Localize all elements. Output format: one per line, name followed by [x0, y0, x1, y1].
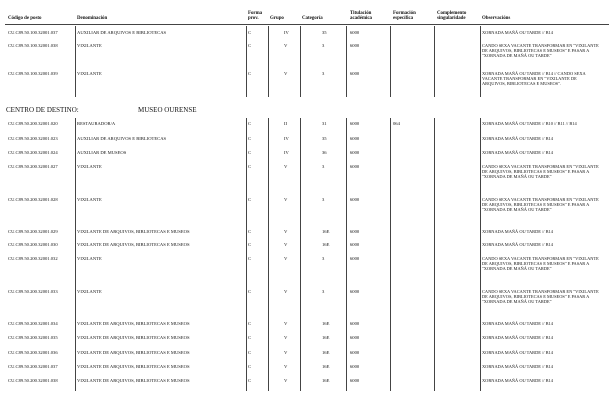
position-name: VIXILANTE DE ARQUIVOS, BIBLIOTECAS E MUSEOS: [77, 242, 190, 247]
position-titulacion: 6000: [350, 364, 360, 369]
position-observacions: CANDO SEXA VACANTE TRANSFORMAR EN "VIXILANTE DE ARQUIVOS, BIBLIOTECAS E MUSEOS" E PASAR A "XORNADA DE MAÑÁ OU TARDE": [482, 43, 599, 59]
section2-column-divider: [75, 118, 76, 391]
header-codigo: Código de posto: [8, 16, 42, 21]
header-categoria: Categoría: [302, 16, 323, 21]
position-forma: C: [248, 378, 252, 383]
position-forma: C: [248, 289, 252, 294]
section1-column-divider: [434, 26, 435, 97]
position-forma: C: [248, 256, 252, 261]
position-grupo: V: [284, 71, 288, 76]
position-name: RESTAURADOR/A: [77, 121, 116, 126]
position-categoria: 16E: [322, 364, 330, 369]
position-observacions: XORNADA MAÑÁ OU TARDE // B14: [482, 350, 553, 355]
position-observacions: XORNADA MAÑÁ OU TARDE // B14: [482, 335, 553, 340]
position-name: AUXILIAR DE ARQUIVOS E BIBLIOTECAS: [77, 136, 167, 141]
position-code: CU.C89.50.100.32001.039: [8, 71, 58, 76]
position-name: VIXILANTE DE ARQUIVOS, BIBLIOTECAS E MUSEOS: [77, 364, 190, 369]
header-forma-line2: prov.: [248, 16, 259, 21]
position-code: CU.C89.50.200.32001.029: [8, 229, 58, 234]
position-forma: C: [248, 136, 252, 141]
position-name: VIXILANTE: [77, 197, 102, 202]
position-categoria: 3: [322, 256, 325, 261]
position-observacions: XORNADA MAÑÁ OU TARDE // B14: [482, 30, 553, 35]
position-titulacion: 6000: [350, 289, 360, 294]
position-name: VIXILANTE DE ARQUIVOS, BIBLIOTECAS E MUSEOS: [77, 321, 190, 326]
position-categoria: 36: [322, 150, 327, 155]
position-observacions: XORNADA MAÑÁ OU TARDE // B14: [482, 364, 553, 369]
header-formacion-line1: Formación: [393, 11, 416, 16]
position-forma: C: [248, 350, 252, 355]
position-code: CU.C89.50.200.32001.027: [8, 164, 58, 169]
position-categoria: 3: [322, 71, 325, 76]
position-code: CU.C89.50.200.32001.023: [8, 136, 58, 141]
position-grupo: V: [284, 256, 288, 261]
header-denominacion: Denominación: [77, 16, 108, 21]
section2-column-divider: [268, 118, 269, 391]
position-name: VIXILANTE: [77, 43, 102, 48]
section1-column-divider: [480, 26, 481, 97]
header-complemento-line2: singularidade: [437, 16, 466, 21]
position-titulacion: 6000: [350, 350, 360, 355]
position-categoria: 3: [322, 197, 325, 202]
position-code: CU.C89.50.200.32001.024: [8, 150, 58, 155]
header-rule: [5, 24, 609, 25]
position-observacions: XORNADA MAÑÁ OU TARDE // B14: [482, 150, 553, 155]
position-code: CU.C89.50.200.32001.020: [8, 121, 58, 126]
header-titulacion-line1: Titulación: [350, 11, 372, 16]
position-grupo: V: [284, 335, 288, 340]
position-grupo: IV: [284, 136, 289, 141]
position-code: CU.C89.50.200.32001.036: [8, 350, 58, 355]
header-titulacion-line2: académica: [350, 16, 373, 21]
position-name: VIXILANTE DE ARQUIVOS, BIBLIOTECAS E MUSEOS: [77, 229, 190, 234]
position-observacions: XORNADA MAÑÁ OU TARDE // B10 // B11 // B14: [482, 121, 577, 126]
position-observacions: CANDO SEXA VACANTE TRANSFORMAR EN "VIXILANTE DE ARQUIVOS, BIBLIOTECAS E MUSEOS" E PASAR A "XORNADA DE MAÑÁ OU TARDE": [482, 197, 599, 213]
section2-column-divider: [246, 118, 247, 391]
position-forma: C: [248, 121, 252, 126]
position-titulacion: 6000: [350, 242, 360, 247]
section2-column-divider: [480, 118, 481, 391]
position-code: CU.C89.50.200.32001.032: [8, 256, 58, 261]
position-observacions: XORNADA MAÑÁ OU TARDE // B14: [482, 229, 553, 234]
section2-column-divider: [434, 118, 435, 391]
position-forma: C: [248, 229, 252, 234]
section2-column-divider: [300, 118, 301, 391]
position-forma: C: [248, 197, 252, 202]
position-categoria: 16E: [322, 378, 330, 383]
position-titulacion: 6000: [350, 164, 360, 169]
position-name: VIXILANTE: [77, 71, 102, 76]
position-titulacion: 6000: [350, 150, 360, 155]
position-titulacion: 6000: [350, 197, 360, 202]
position-titulacion: 6000: [350, 136, 360, 141]
position-grupo: V: [284, 289, 288, 294]
position-code: CU.C89.50.200.32001.038: [8, 378, 58, 383]
header-forma-line1: Forma: [248, 11, 263, 16]
position-titulacion: 6000: [350, 229, 360, 234]
position-categoria: 16E: [322, 229, 330, 234]
section-label: CENTRO DE DESTINO:: [6, 106, 79, 114]
position-titulacion: 6000: [350, 256, 360, 261]
position-forma: C: [248, 71, 252, 76]
position-code: CU.C89.50.200.32001.033: [8, 289, 58, 294]
position-grupo: IV: [284, 150, 289, 155]
position-categoria: 3: [322, 289, 325, 294]
position-categoria: 3: [322, 164, 325, 169]
position-titulacion: 6000: [350, 43, 360, 48]
position-forma: C: [248, 30, 252, 35]
position-forma: C: [248, 335, 252, 340]
position-categoria: 16E: [322, 350, 330, 355]
position-categoria: 16E: [322, 242, 330, 247]
position-grupo: V: [284, 242, 288, 247]
position-grupo: V: [284, 321, 288, 326]
position-observacions: CANDO SEXA VACANTE TRANSFORMAR EN "VIXILANTE DE ARQUIVOS, BIBLIOTECAS E MUSEOS" E PASAR A "XORNADA DE MAÑÁ OU TARDE": [482, 289, 599, 305]
section1-column-divider: [390, 26, 391, 97]
position-titulacion: 6000: [350, 121, 360, 126]
position-grupo: V: [284, 378, 288, 383]
section1-column-divider: [268, 26, 269, 97]
position-grupo: V: [284, 229, 288, 234]
position-grupo: V: [284, 197, 288, 202]
header-observacions: Observacións: [482, 16, 511, 21]
position-titulacion: 6000: [350, 30, 360, 35]
position-code: CU.C89.50.200.32001.028: [8, 197, 58, 202]
position-name: AUXILIAR DE ARQUIVOS E BIBLIOTECAS: [77, 30, 167, 35]
position-code: CU.C89.50.200.32001.037: [8, 364, 58, 369]
position-observacions: XORNADA MAÑÁ OU TARDE // B14: [482, 242, 553, 247]
position-categoria: 35: [322, 136, 327, 141]
position-forma: C: [248, 321, 252, 326]
section1-column-divider: [75, 26, 76, 97]
position-titulacion: 6000: [350, 335, 360, 340]
position-categoria: 35: [322, 30, 327, 35]
position-categoria: 3: [322, 43, 325, 48]
position-grupo: IV: [284, 30, 289, 35]
position-grupo: V: [284, 164, 288, 169]
header-formacion-line2: específica: [393, 16, 414, 21]
position-grupo: V: [284, 364, 288, 369]
position-categoria: 31: [322, 121, 327, 126]
position-forma: C: [248, 242, 252, 247]
position-titulacion: 6000: [350, 71, 360, 76]
position-name: VIXILANTE: [77, 256, 102, 261]
header-grupo: Grupo: [270, 16, 284, 21]
position-code: CU.C89.50.200.32001.034: [8, 321, 58, 326]
position-grupo: II: [284, 121, 288, 126]
position-name: VIXILANTE DE ARQUIVOS, BIBLIOTECAS E MUSEOS: [77, 378, 190, 383]
position-code: CU.C89.50.200.32001.030: [8, 242, 58, 247]
section2-column-divider: [390, 118, 391, 391]
section1-column-divider: [346, 26, 347, 97]
position-observacions: XORNADA MAÑÁ OU TARDE // B14: [482, 378, 553, 383]
position-name: VIXILANTE DE ARQUIVOS, BIBLIOTECAS E MUSEOS: [77, 335, 190, 340]
section-center-name: MUSEO OURENSE: [138, 106, 197, 114]
section2-column-divider: [346, 118, 347, 391]
position-categoria: 16E: [322, 321, 330, 326]
position-observacions: CANDO SEXA VACANTE TRANSFORMAR EN "VIXILANTE DE ARQUIVOS, BIBLIOTECAS E MUSEOS" E PASAR A "XORNADA DE MAÑÁ OU TARDE": [482, 164, 599, 180]
position-formacion: 064: [393, 121, 400, 126]
position-forma: C: [248, 150, 252, 155]
position-grupo: V: [284, 43, 288, 48]
position-code: CU.C89.50.200.32001.035: [8, 335, 58, 340]
position-titulacion: 6000: [350, 321, 360, 326]
position-name: VIXILANTE: [77, 289, 102, 294]
position-name: AUXILIAR DE MUSEOS: [77, 150, 127, 155]
position-observacions: CANDO SEXA VACANTE TRANSFORMAR EN "VIXILANTE DE ARQUIVOS, BIBLIOTECAS E MUSEOS" E PASAR A "XORNADA DE MAÑÁ OU TARDE": [482, 256, 599, 272]
section1-column-divider: [246, 26, 247, 97]
position-name: VIXILANTE DE ARQUIVOS, BIBLIOTECAS E MUSEOS: [77, 350, 190, 355]
position-forma: C: [248, 164, 252, 169]
header-complemento-line1: Complemento: [437, 11, 467, 16]
section1-column-divider: [300, 26, 301, 97]
position-forma: C: [248, 43, 252, 48]
position-observacions: XORNADA MAÑÁ OU TARDE // B14: [482, 321, 553, 326]
position-grupo: V: [284, 350, 288, 355]
position-observacions: XORNADA MAÑÁ OU TARDE // B14: [482, 136, 553, 141]
position-observacions: XORNADA MAÑÁ OU TARDE // B14 // CANDO SEXA VACANTE TRANSFORMAR EN "VIXILANTE DE ARQUIVOS, BIBLIOTECAS E MUSEOS".: [482, 71, 586, 87]
position-categoria: 16E: [322, 335, 330, 340]
position-code: CU.C89.50.100.32001.037: [8, 30, 58, 35]
position-code: CU.C89.50.100.32001.038: [8, 43, 58, 48]
position-forma: C: [248, 364, 252, 369]
position-name: VIXILANTE: [77, 164, 102, 169]
position-titulacion: 6000: [350, 378, 360, 383]
